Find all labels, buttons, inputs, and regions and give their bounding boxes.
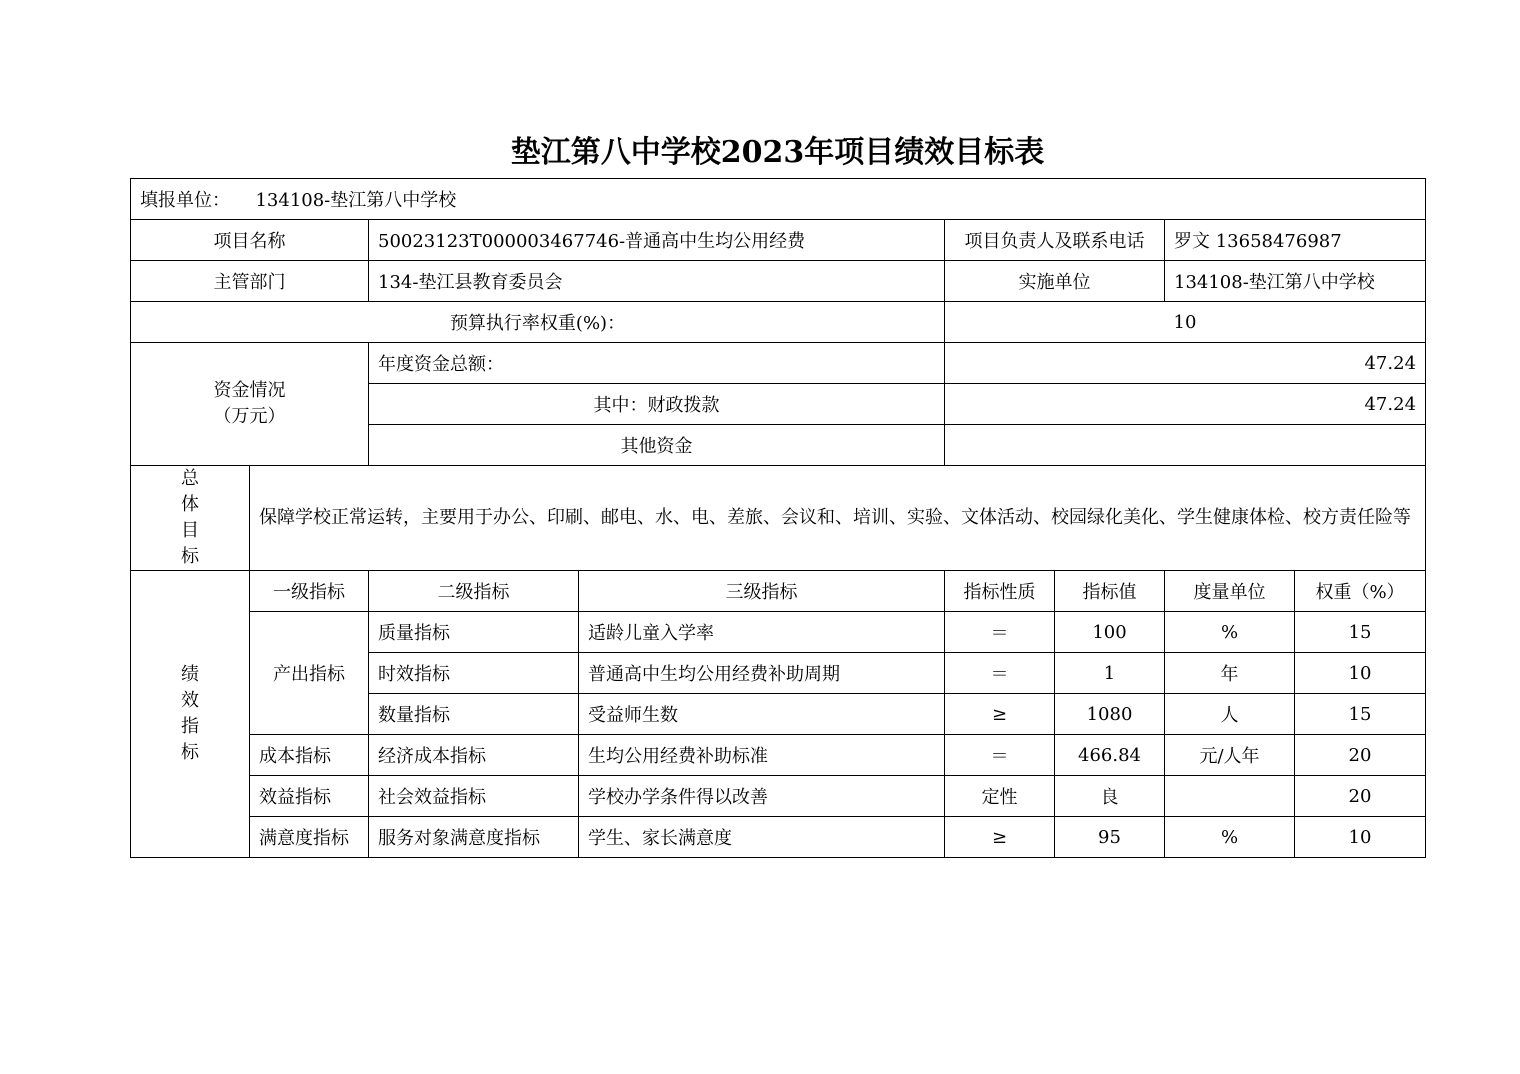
header-unit: 度量单位 bbox=[1165, 571, 1295, 612]
project-name-row bbox=[131, 220, 1426, 261]
funds-total-label: 年度资金总额： bbox=[369, 343, 945, 384]
overall-goal-label: 总 体 目 标 bbox=[131, 466, 250, 571]
nature-cell: ＝ bbox=[945, 653, 1055, 694]
level3-cell: 适龄儿童入学率 bbox=[579, 612, 945, 653]
level2-cell: 质量指标 bbox=[369, 612, 579, 653]
value-cell: 1080 bbox=[1055, 694, 1165, 735]
fill-unit-row bbox=[131, 179, 1426, 220]
header-value: 指标值 bbox=[1055, 571, 1165, 612]
weight-cell: 20 bbox=[1295, 735, 1426, 776]
weight-cell: 10 bbox=[1295, 653, 1426, 694]
header-level2: 二级指标 bbox=[369, 571, 579, 612]
contact-value: 罗文 13658476987 bbox=[1165, 220, 1426, 261]
budget-weight-row bbox=[131, 302, 1426, 343]
value-cell: 466.84 bbox=[1055, 735, 1165, 776]
funds-other-label: 其他资金 bbox=[369, 425, 945, 466]
header-level1: 一级指标 bbox=[250, 571, 369, 612]
table-row bbox=[131, 776, 1426, 817]
level3-cell: 受益师生数 bbox=[579, 694, 945, 735]
level2-cell: 数量指标 bbox=[369, 694, 579, 735]
unit-cell: 人 bbox=[1165, 694, 1295, 735]
unit-cell: 年 bbox=[1165, 653, 1295, 694]
value-cell: 100 bbox=[1055, 612, 1165, 653]
funds-label bbox=[131, 343, 369, 466]
funds-label-line2: （万元） bbox=[213, 406, 286, 427]
overall-goal-row bbox=[131, 466, 1426, 571]
level3-cell: 普通高中生均公用经费补助周期 bbox=[579, 653, 945, 694]
level3-cell: 生均公用经费补助标准 bbox=[579, 735, 945, 776]
project-name-label: 项目名称 bbox=[131, 220, 369, 261]
table-row bbox=[131, 735, 1426, 776]
contact-label: 项目负责人及联系电话 bbox=[945, 220, 1165, 261]
value-cell: 95 bbox=[1055, 817, 1165, 858]
department-row bbox=[131, 261, 1426, 302]
weight-cell: 15 bbox=[1295, 612, 1426, 653]
budget-weight-label: 预算执行率权重(%)： bbox=[131, 302, 945, 343]
page-title: 垫江第八中学校2023年项目绩效目标表 bbox=[510, 135, 1045, 170]
budget-weight-value: 10 bbox=[945, 302, 1426, 343]
fill-unit-value: 134108-垫江第八中学校 bbox=[255, 190, 457, 211]
level3-cell: 学校办学条件得以改善 bbox=[579, 776, 945, 817]
level2-cell: 时效指标 bbox=[369, 653, 579, 694]
dept-value: 134-垫江县教育委员会 bbox=[369, 261, 945, 302]
fill-unit-cell bbox=[131, 179, 1426, 220]
weight-cell: 10 bbox=[1295, 817, 1426, 858]
performance-target-table bbox=[130, 178, 1426, 858]
funds-total-value: 47.24 bbox=[945, 343, 1426, 384]
impl-unit-label: 实施单位 bbox=[945, 261, 1165, 302]
nature-cell: ≥ bbox=[945, 817, 1055, 858]
funds-fiscal-value: 47.24 bbox=[945, 384, 1426, 425]
unit-cell bbox=[1165, 776, 1295, 817]
nature-cell: ＝ bbox=[945, 735, 1055, 776]
header-weight: 权重（%） bbox=[1295, 571, 1426, 612]
funds-other-value bbox=[945, 425, 1426, 466]
value-cell: 良 bbox=[1055, 776, 1165, 817]
level1-cell: 成本指标 bbox=[250, 735, 369, 776]
funds-total-row bbox=[131, 343, 1426, 384]
value-cell: 1 bbox=[1055, 653, 1165, 694]
fill-unit-label: 填报单位： bbox=[140, 190, 230, 211]
level2-cell: 服务对象满意度指标 bbox=[369, 817, 579, 858]
level2-cell: 社会效益指标 bbox=[369, 776, 579, 817]
weight-cell: 15 bbox=[1295, 694, 1426, 735]
dept-label: 主管部门 bbox=[131, 261, 369, 302]
table-row bbox=[131, 817, 1426, 858]
nature-cell: 定性 bbox=[945, 776, 1055, 817]
funds-fiscal-label: 其中：财政拨款 bbox=[369, 384, 945, 425]
header-level3: 三级指标 bbox=[579, 571, 945, 612]
level1-cell: 产出指标 bbox=[250, 612, 369, 735]
nature-cell: ＝ bbox=[945, 612, 1055, 653]
nature-cell: ≥ bbox=[945, 694, 1055, 735]
level1-cell: 效益指标 bbox=[250, 776, 369, 817]
project-name-value: 50023123T000003467746-普通高中生均公用经费 bbox=[369, 220, 945, 261]
funds-label-line1: 资金情况 bbox=[213, 380, 286, 401]
indicator-section-label: 绩 效 指 标 bbox=[131, 571, 250, 858]
level2-cell: 经济成本指标 bbox=[369, 735, 579, 776]
unit-cell: % bbox=[1165, 817, 1295, 858]
unit-cell: 元/人年 bbox=[1165, 735, 1295, 776]
overall-goal-text: 保障学校正常运转，主要用于办公、印刷、邮电、水、电、差旅、会议和、培训、实验、文体活动、校园绿化美化、学生健康体检、校方责任险等 bbox=[250, 466, 1426, 571]
table-row bbox=[131, 612, 1426, 653]
weight-cell: 20 bbox=[1295, 776, 1426, 817]
level3-cell: 学生、家长满意度 bbox=[579, 817, 945, 858]
header-nature: 指标性质 bbox=[945, 571, 1055, 612]
unit-cell: % bbox=[1165, 612, 1295, 653]
indicator-header-row bbox=[131, 571, 1426, 612]
level1-cell: 满意度指标 bbox=[250, 817, 369, 858]
impl-unit-value: 134108-垫江第八中学校 bbox=[1165, 261, 1426, 302]
